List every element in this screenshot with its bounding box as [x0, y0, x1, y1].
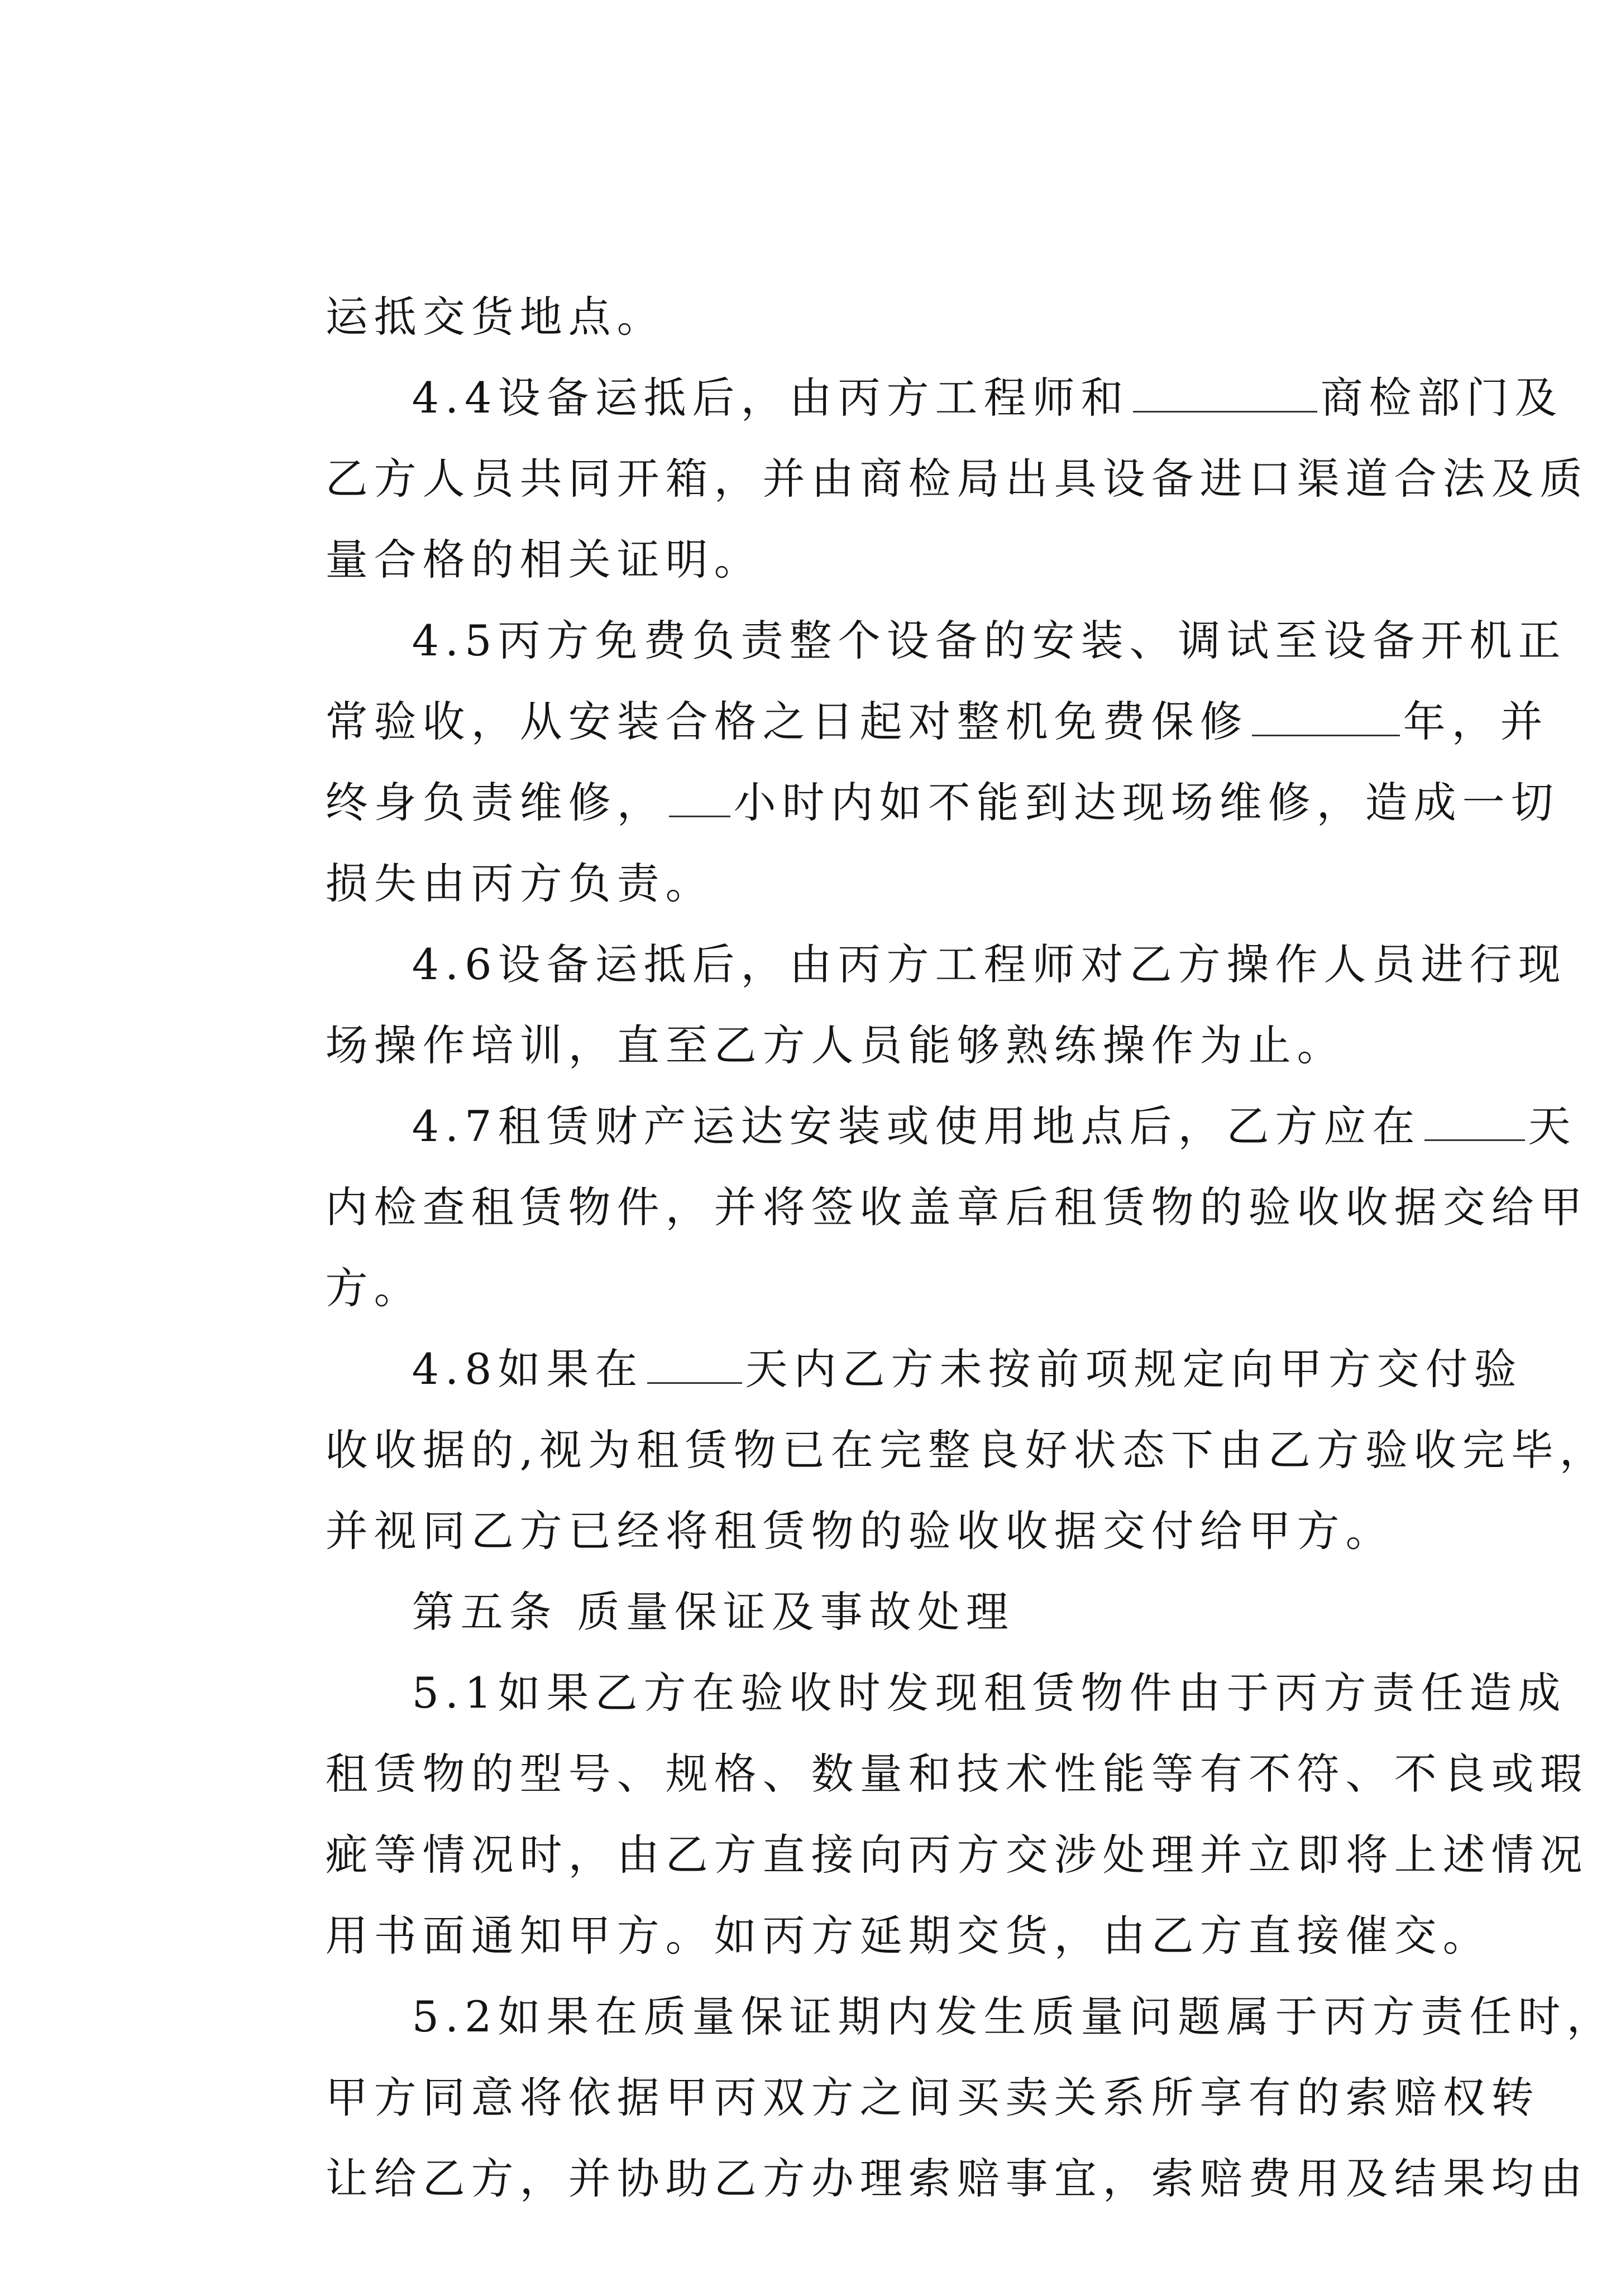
text-span: 并视同乙方已经将租赁物的验收收据交付给甲方。 [325, 1506, 1394, 1556]
section-heading: 第五条 质量保证及事故处理 [412, 1587, 1015, 1637]
clause-4-6-line-1 [0, 847, 1616, 989]
clause-4-7-line-1 [0, 1009, 1616, 1151]
text-span: 商检部门及 [1320, 373, 1564, 423]
text-span: 量合格的相关证明。 [325, 535, 763, 584]
clause-5-1-line-3 [0, 1738, 1616, 1880]
clause-5-2-line-2 [0, 1981, 1616, 2122]
text-span: 4.4设备运抵后，由丙方工程师和 [412, 373, 1130, 423]
clause-4-8-line-2 [0, 1333, 1616, 1475]
text-span: 天 [1528, 1101, 1577, 1151]
text-span: 租赁物的型号、规格、数量和技术性能等有不符、不良或瑕 [325, 1749, 1589, 1799]
text-span: 5.2如果在质量保证期内发生质量问题属于丙方责任时， [412, 1992, 1615, 2041]
clause-4-5-line-3 [0, 686, 1616, 827]
clause-4-5-line-1 [0, 524, 1616, 665]
clause-4-4-line-3 [0, 443, 1616, 584]
text-span: 疵等情况时，由乙方直接向丙方交涉处理并立即将上述情况 [325, 1830, 1589, 1880]
clause-4-7-line-2 [0, 1090, 1616, 1232]
text-span: 乙方人员共同开箱，并由商检局出具设备进口渠道合法及质 [325, 454, 1589, 504]
clause-5-2-line-1 [0, 1900, 1616, 2041]
text-span: 天内乙方未按前项规定向甲方交付验 [745, 1344, 1523, 1394]
text-span: 常验收，从安装合格之日起对整机免费保修 [325, 697, 1249, 746]
clause-4-8-line-1 [0, 1252, 1616, 1394]
clause-4-4-line-2 [0, 362, 1616, 504]
text-span: 5.1如果乙方在验收时发现租赁物件由于丙方责任造成 [412, 1668, 1567, 1718]
text-span: 让给乙方，并协助乙方办理索赔事宜，索赔费用及结果均由 [325, 2154, 1589, 2203]
clause-5-1-line-2 [0, 1657, 1616, 1799]
clause-5-1-line-4 [0, 1819, 1616, 1961]
article-5-heading [0, 1495, 1616, 1637]
text-span: 内检查租赁物件，并将签收盖章后租赁物的验收收据交给甲 [325, 1182, 1589, 1232]
clause-4-5-line-4 [0, 766, 1616, 908]
text-span: 4.6设备运抵后，由丙方工程师对乙方操作人员进行现 [412, 940, 1567, 989]
clause-5-1-line-1 [0, 1576, 1616, 1718]
text-span: 终身负责维修， [325, 778, 666, 827]
text-span: 运抵交货地点。 [325, 292, 666, 342]
text-span: 用书面通知甲方。如丙方延期交货，由乙方直接催交。 [325, 1911, 1491, 1961]
text-line-1 [0, 200, 1616, 342]
clause-4-6-line-2 [0, 928, 1616, 1070]
text-span: 损失由丙方负责。 [325, 859, 714, 908]
clause-5-2-line-3 [0, 2062, 1616, 2203]
text-span: 年，并 [1403, 697, 1549, 746]
text-span: 4.8如果在 [412, 1344, 644, 1394]
text-span: 小时内如不能到达现场维修，造成一切 [733, 778, 1560, 827]
clause-4-7-line-3 [0, 1171, 1616, 1313]
clause-4-8-line-3 [0, 1414, 1616, 1556]
clause-4-5-line-2 [0, 605, 1616, 746]
text-span: 4.7租赁财产运达安装或使用地点后，乙方应在 [412, 1101, 1421, 1151]
text-span: 甲方同意将依据甲丙双方之间买卖关系所享有的索赔权转 [325, 2073, 1540, 2122]
text-span: 方。 [325, 1263, 423, 1313]
text-span: 4.5丙方免费负责整个设备的安装、调试至设备开机正 [412, 616, 1567, 665]
text-span: 收收据的,视为租赁物已在完整良好状态下由乙方验收完毕， [325, 1425, 1608, 1475]
clause-4-4-line-1 [0, 281, 1616, 423]
text-span: 场操作培训，直至乙方人员能够熟练操作为止。 [325, 1020, 1346, 1070]
